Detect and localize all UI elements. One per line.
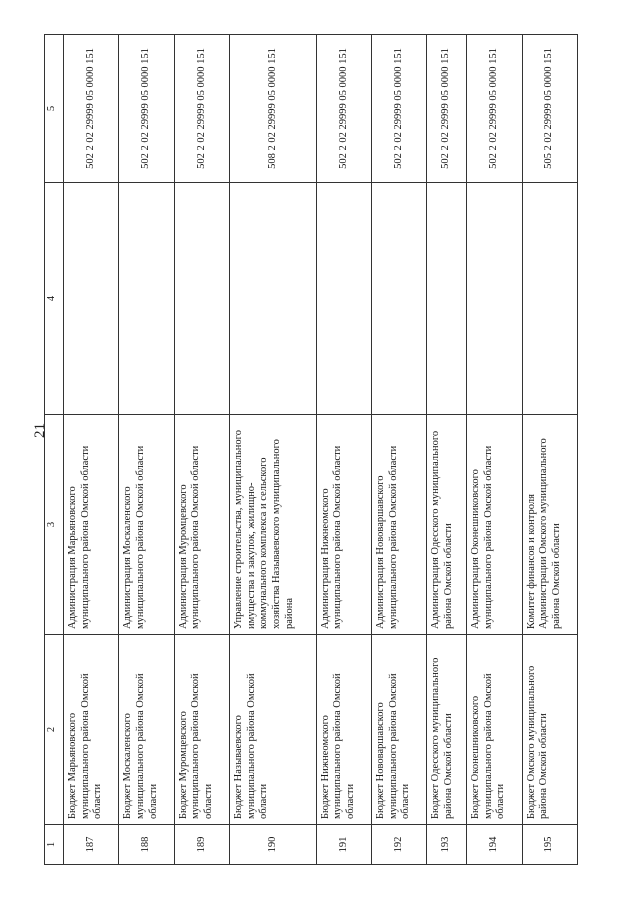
column-header: 3 [45, 415, 64, 635]
budget-name: Бюджет Москаленского муниципального района Омской области [119, 635, 174, 825]
budget-code: 502 2 02 29999 05 0000 151 [372, 35, 427, 183]
budget-code: 502 2 02 29999 05 0000 151 [316, 35, 371, 183]
table-row [316, 35, 371, 865]
budget-name: Бюджет Называевского муниципального района Омской области [230, 635, 317, 825]
column-4-cell [467, 183, 522, 415]
administrator-name: Администрация Москаленского муниципального района Омской области [119, 415, 174, 635]
administrator-name: Управление строительства, муниципального имущества и закупок, жилищно-коммунального комплекса и сельского хозяйства Называевского муниципального района [230, 415, 317, 635]
budget-name: Бюджет Омского муниципального района Омской области [522, 635, 577, 825]
column-4-cell [119, 183, 174, 415]
table-row [467, 35, 522, 865]
table-container [44, 35, 578, 865]
column-4-cell [230, 183, 317, 415]
administrator-name: Комитет финансов и контроля Администрации Омского муниципального района Омской области [522, 415, 577, 635]
row-number: 189 [174, 825, 229, 865]
column-4-cell [372, 183, 427, 415]
budget-name: Бюджет Марьяновского муниципального района Омской области [64, 635, 119, 825]
column-4-cell [427, 183, 467, 415]
administrator-name: Администрация Оконешниковского муниципального района Омской области [467, 415, 522, 635]
row-number: 193 [427, 825, 467, 865]
column-4-cell [316, 183, 371, 415]
column-4-cell [64, 183, 119, 415]
column-4-cell [522, 183, 577, 415]
administrator-name: Администрация Муромцевского муниципального района Омской области [174, 415, 229, 635]
budget-code: 502 2 02 29999 05 0000 151 [119, 35, 174, 183]
budget-name: Бюджет Нововаршавского муниципального района Омской области [372, 635, 427, 825]
table-row [522, 35, 577, 865]
table-row [372, 35, 427, 865]
table-row [427, 35, 467, 865]
row-number: 188 [119, 825, 174, 865]
column-header: 2 [45, 635, 64, 825]
table-row [230, 35, 317, 865]
header-row [45, 35, 64, 865]
column-header: 4 [45, 183, 64, 415]
row-number: 194 [467, 825, 522, 865]
row-number: 187 [64, 825, 119, 865]
table-row [64, 35, 119, 865]
budget-name: Бюджет Одесского муниципального района Омской области [427, 635, 467, 825]
budget-code: 502 2 02 29999 05 0000 151 [467, 35, 522, 183]
administrator-name: Администрация Нововаршавского муниципального района Омской области [372, 415, 427, 635]
budget-name: Бюджет Нижнеомского муниципального района Омской области [316, 635, 371, 825]
column-4-cell [174, 183, 229, 415]
administrator-name: Администрация Нижнеомского муниципального района Омской области [316, 415, 371, 635]
budget-code: 502 2 02 29999 05 0000 151 [427, 35, 467, 183]
page-number: 21 [32, 423, 48, 438]
column-header: 1 [45, 825, 64, 865]
budget-code: 502 2 02 29999 05 0000 151 [64, 35, 119, 183]
column-header: 5 [45, 35, 64, 183]
row-number: 192 [372, 825, 427, 865]
administrator-name: Администрация Марьяновского муниципального района Омской области [64, 415, 119, 635]
row-number: 191 [316, 825, 371, 865]
budget-code: 508 2 02 29999 05 0000 151 [230, 35, 317, 183]
row-number: 190 [230, 825, 317, 865]
budget-code: 505 2 02 29999 05 0000 151 [522, 35, 577, 183]
budget-code: 502 2 02 29999 05 0000 151 [174, 35, 229, 183]
budget-name: Бюджет Оконешниковского муниципального района Омской области [467, 635, 522, 825]
budget-table [44, 34, 578, 865]
budget-name: Бюджет Муромцевского муниципального района Омской области [174, 635, 229, 825]
table-row [119, 35, 174, 865]
administrator-name: Администрация Одесского муниципального района Омской области [427, 415, 467, 635]
row-number: 195 [522, 825, 577, 865]
table-row [174, 35, 229, 865]
